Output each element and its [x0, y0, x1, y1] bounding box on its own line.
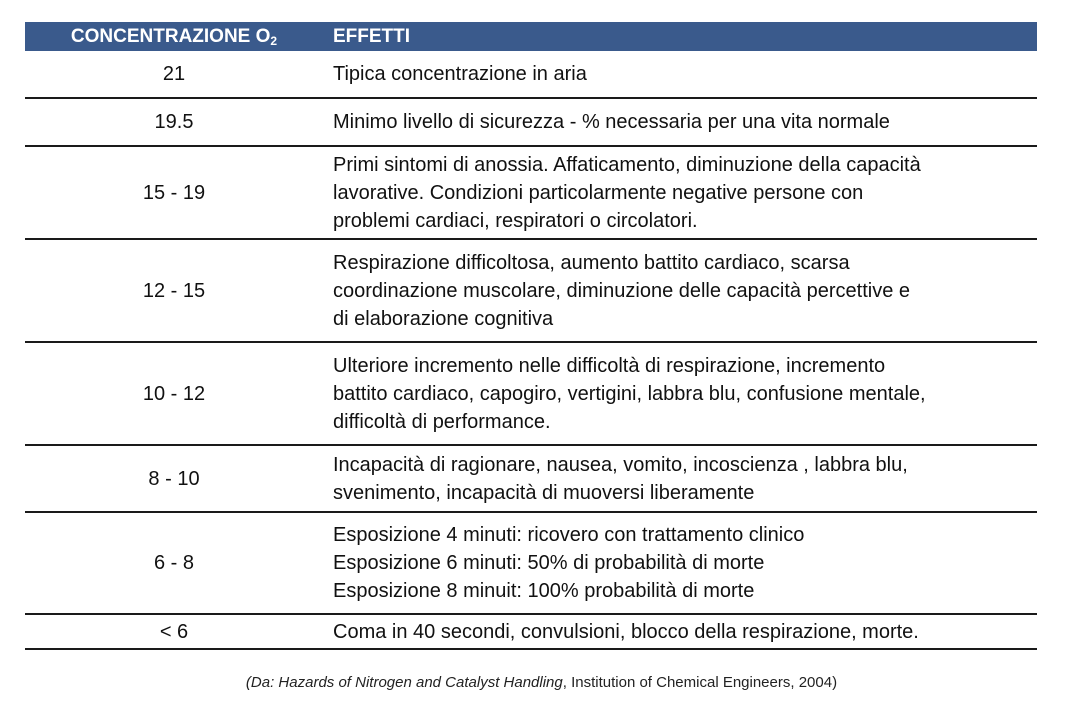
effects-line: Coma in 40 secondi, convulsioni, blocco della respirazione, morte.	[333, 620, 919, 643]
caption-plain: , Institution of Chemical Engineers, 2004)	[562, 674, 838, 691]
table-row	[25, 147, 1037, 240]
concentration-cell: 15 - 19	[142, 181, 206, 204]
table-row	[25, 99, 1037, 147]
concentration-cell: 12 - 15	[142, 279, 206, 302]
header-concentration-subscript: 2	[270, 33, 278, 48]
table-row	[25, 446, 1037, 513]
effects-line: di elaborazione cognitiva	[333, 307, 554, 330]
effects-cell	[323, 618, 1037, 646]
oxygen-effects-table	[25, 22, 1037, 650]
effects-line: Respirazione difficoltosa, aumento battito cardiaco, scarsa	[333, 251, 850, 274]
effects-cell	[323, 151, 1037, 235]
table-body	[25, 51, 1037, 650]
effects-cell	[323, 249, 1037, 333]
header-concentration-label: CONCENTRAZIONE O	[70, 25, 271, 47]
table-row	[25, 343, 1037, 446]
effects-line: Esposizione 8 minuit: 100% probabilità di morte	[333, 580, 755, 602]
effects-line: lavorative. Condizioni particolarmente negative persone con	[333, 181, 864, 204]
header-effects: EFFETTI	[333, 25, 411, 47]
effects-line: Esposizione 6 minuti: 50% di probabilità di morte	[333, 552, 765, 574]
effects-line: Minimo livello di sicurezza - % necessaria per una vita normale	[333, 111, 890, 133]
effects-line: coordinazione muscolare, diminuzione delle capacità percettive e	[333, 279, 910, 302]
effects-line: difficoltà di performance.	[333, 410, 551, 433]
table-header	[25, 22, 1037, 51]
concentration-cell: < 6	[159, 620, 189, 643]
effects-line: svenimento, incapacità di muoversi liberamente	[333, 481, 755, 504]
effects-cell	[323, 352, 1037, 436]
concentration-cell: 8 - 10	[148, 467, 200, 490]
effects-cell	[323, 521, 1037, 605]
effects-line: Ulteriore incremento nelle difficoltà di respirazione, incremento	[333, 354, 886, 377]
effects-cell	[323, 451, 1037, 507]
effects-line: battito cardiaco, capogiro, vertigini, labbra blu, confusione mentale,	[333, 382, 926, 405]
concentration-cell: 19.5	[154, 111, 194, 133]
header-concentration	[25, 26, 323, 48]
concentration-cell: 21	[162, 63, 186, 85]
effects-line: problemi cardiaci, respiratori o circolatori.	[333, 209, 698, 232]
table-row	[25, 51, 1037, 99]
concentration-cell: 6 - 8	[153, 552, 195, 574]
effects-line: Primi sintomi di anossia. Affaticamento, diminuzione della capacità	[333, 153, 921, 176]
effects-line: Incapacità di ragionare, nausea, vomito, incoscienza , labbra blu,	[333, 453, 908, 476]
caption-italic: (Da: Hazards of Nitrogen and Catalyst Handling	[245, 674, 563, 691]
effects-cell	[323, 60, 1037, 88]
effects-line: Esposizione 4 minuti: ricovero con trattamento clinico	[333, 524, 805, 546]
table-row	[25, 615, 1037, 650]
source-caption	[0, 674, 1083, 691]
concentration-cell: 10 - 12	[142, 382, 206, 405]
table-row	[25, 240, 1037, 343]
effects-cell	[323, 108, 1037, 136]
table-row	[25, 513, 1037, 615]
effects-line: Tipica concentrazione in aria	[333, 63, 587, 85]
